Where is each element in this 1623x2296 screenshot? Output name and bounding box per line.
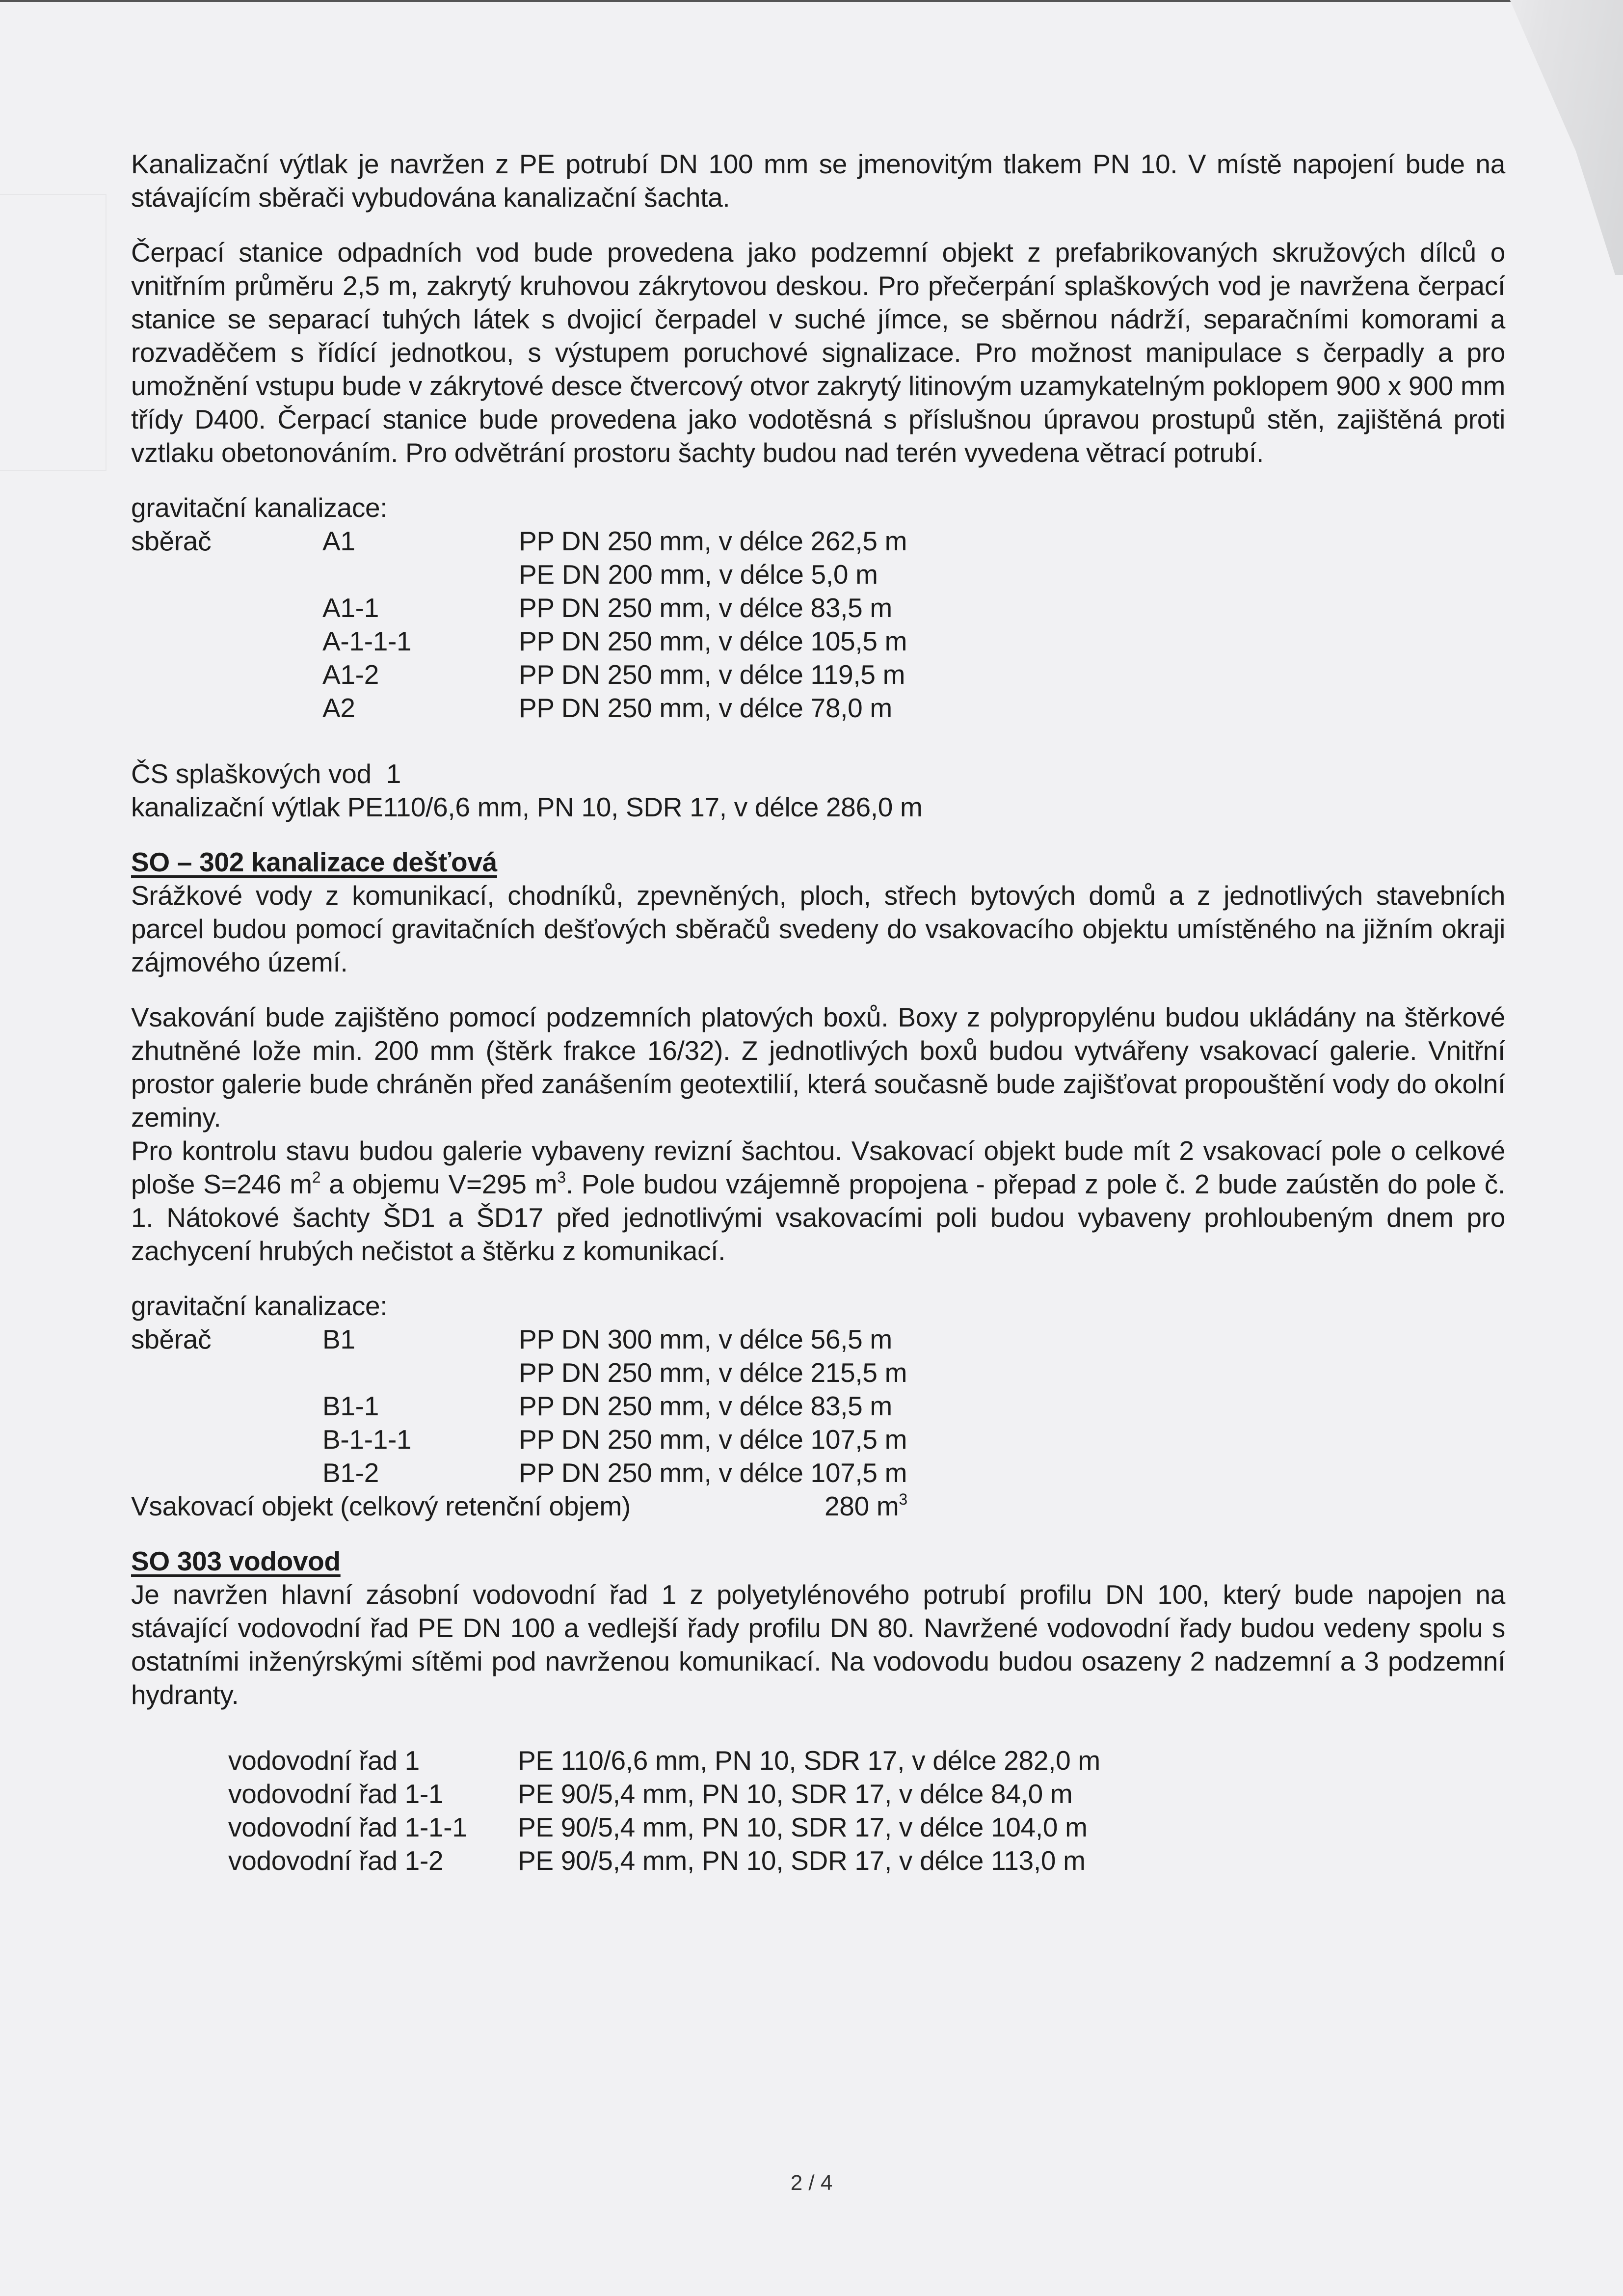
- table-row: [131, 1323, 1505, 1356]
- water-main-name: vodovodní řad 1-1: [228, 1779, 444, 1809]
- paragraph-pump-station: Čerpací stanice odpadních vod bude provedena jako podzemní objekt z prefabrikovaných skružových dílců o vnitřním průměru 2,5 m, zakrytý kruhovou zákrytovou deskou. Pro přečerpání splaškových vod je navržena čerpací stanice se separací tuhých látek s dvojicí čerpadel v suché jímce, se sběrnou nádrží, separačními komorami a rozvaděčem s řídící jednotkou, s výstupem poruchové signalizace. Pro možnost manipulace s čerpadly a pro umožnění vstupu bude v zákrytové desce čtvercový otvor zakrytý litinovým uzamykatelným poklopem 900 x 900 mm třídy D400. Čerpací stanice bude provedena jako vodotěsná s příslušnou úpravou prostupů stěn, zajištěná proti vztlaku obetonováním. Pro odvětrání prostoru šachty budou nad terén vyvedena větrací potrubí.: [131, 237, 1505, 468]
- table-row: [131, 658, 1505, 691]
- paragraph-stormwater: Srážkové vody z komunikací, chodníků, zpevněných, ploch, střech bytových domů a z jednotlivých stavebních parcel budou pomocí gravitačních dešťových sběračů svedeny do vsakovacího objektu umístěného na jižním okraji zájmového území.: [131, 880, 1505, 977]
- inspection-text-a: Pro kontrolu stavu budou galerie vybaveny revizní šachtou. Vsakovací objekt bude mít 2 vsakovací pole o celkové ploše S=246 m: [131, 1135, 1505, 1199]
- area-unit-exponent: 2: [312, 1168, 321, 1186]
- collector-kind: [131, 1389, 322, 1423]
- paragraph-sewer-discharge: Kanalizační výtlak je navržen z PE potrubí DN 100 mm se jmenovitým tlakem PN 10. V místě napojení bude na stávajícím sběrači vybudována kanalizační šachta.: [131, 149, 1505, 213]
- section-heading-so302: SO – 302 kanalizace dešťová: [131, 847, 497, 877]
- sewer-a-section: [131, 491, 1505, 725]
- table-row: [131, 558, 1505, 591]
- table-row: [228, 1810, 1505, 1844]
- volume-unit-exponent: 3: [557, 1168, 566, 1186]
- retention-value: [825, 1489, 907, 1523]
- table-row: [131, 624, 1505, 658]
- collector-spec: PP DN 250 mm, v délce 107,5 m: [519, 1424, 907, 1455]
- table-row: [228, 1744, 1505, 1777]
- collector-id: A1-2: [322, 659, 379, 690]
- collector-kind: [131, 658, 322, 691]
- paragraph-infiltration: Vsakování bude zajištěno pomocí podzemních platových boxů. Boxy z polypropylénu budou ukládány na štěrkové zhutněné lože min. 200 mm (štěrk frakce 16/32). Z jednotlivých boxů budou vytvářeny vsakovací galerie. Vnitřní prostor galerie bude chráněn před zanášením geotextilií, která současně bude zajišťovat propouštění vody do okolní zeminy.: [131, 1002, 1505, 1133]
- table-row: [228, 1844, 1505, 1877]
- collector-id: A2: [322, 693, 355, 723]
- collector-spec: PP DN 250 mm, v délce 78,0 m: [519, 693, 892, 723]
- collector-spec: PE DN 200 mm, v délce 5,0 m: [519, 559, 878, 590]
- water-main-spec: PE 110/6,6 mm, PN 10, SDR 17, v délce 282,0 m: [518, 1745, 1100, 1776]
- collector-id: B1: [322, 1324, 355, 1354]
- collector-id: B1-1: [322, 1391, 379, 1421]
- water-main-name: vodovodní řad 1: [228, 1745, 420, 1776]
- collector-id: A-1-1-1: [322, 626, 412, 656]
- collector-spec: PP DN 250 mm, v délce 215,5 m: [519, 1357, 907, 1388]
- table-row: [131, 1423, 1505, 1456]
- collector-kind: [131, 624, 322, 658]
- retention-value-number: 280 m: [825, 1491, 899, 1521]
- collector-spec: PP DN 250 mm, v délce 105,5 m: [519, 626, 907, 656]
- collector-kind: [131, 691, 322, 725]
- paragraph-inspection: [131, 1134, 1505, 1268]
- document-page: [131, 147, 1505, 1877]
- collector-kind: sběrač: [131, 526, 212, 556]
- pump-discharge-line: kanalizační výtlak PE110/6,6 mm, PN 10, SDR 17, v délce 286,0 m: [131, 792, 923, 822]
- sewer-b-title: gravitační kanalizace:: [131, 1291, 388, 1321]
- collector-spec: PP DN 250 mm, v délce 83,5 m: [519, 1391, 892, 1421]
- collector-spec: PP DN 250 mm, v délce 119,5 m: [519, 659, 905, 690]
- water-mains-list: [131, 1744, 1505, 1877]
- collector-spec: PP DN 300 mm, v délce 56,5 m: [519, 1324, 892, 1354]
- collector-kind: [131, 1356, 322, 1389]
- collector-kind: sběrač: [131, 1324, 212, 1354]
- inspection-text-c: . Pole budou vzájemně propojena - přepad z pole č. 2 bude zaústěn do pole č. 1. Nátokové šachty ŠD1 a ŠD17 před jednotlivými vsakovacími poli budou vybaveny prohloubeným dnem pro zachycení hrubých nečistot a štěrku z komunikací.: [131, 1169, 1505, 1266]
- table-row: [228, 1777, 1505, 1810]
- water-main-spec: PE 90/5,4 mm, PN 10, SDR 17, v délce 113,0 m: [518, 1845, 1086, 1876]
- collector-kind: [131, 591, 322, 624]
- faded-stamp-box: [0, 194, 106, 471]
- collector-spec: PP DN 250 mm, v délce 262,5 m: [519, 526, 907, 556]
- inspection-text-b: a objemu V=295 m: [320, 1169, 558, 1199]
- table-row: [131, 591, 1505, 624]
- table-row: [131, 691, 1505, 725]
- sewer-b-section: [131, 1289, 1505, 1523]
- retention-label: Vsakovací objekt (celkový retenční objem): [131, 1491, 631, 1521]
- collector-id: [322, 1356, 519, 1389]
- table-row: [131, 1456, 1505, 1489]
- table-row: [131, 524, 1505, 558]
- collector-id: B1-2: [322, 1458, 379, 1488]
- pump-station-line: ČS splaškových vod 1: [131, 758, 401, 789]
- paragraph-water-main: Je navržen hlavní zásobní vodovodní řad 1 z polyetylénového potrubí profilu DN 100, který bude napojen na stávající vodovodní řad PE DN 100 a vedlejší řady profilu DN 80. Navržené vodovodní řady budou vedeny spolu s ostatními inženýrskými sítěmi pod navrženou komunikací. Na vodovodu budou osazeny 2 nadzemní a 3 podzemní hydranty.: [131, 1579, 1505, 1710]
- retention-volume-row: [131, 1489, 1505, 1523]
- water-main-name: vodovodní řad 1-1-1: [228, 1812, 467, 1842]
- collector-spec: PP DN 250 mm, v délce 83,5 m: [519, 593, 892, 623]
- page-number: 2 / 4: [790, 2171, 833, 2195]
- table-row: [131, 1356, 1505, 1389]
- section-heading-so303: SO 303 vodovod: [131, 1546, 341, 1576]
- water-main-spec: PE 90/5,4 mm, PN 10, SDR 17, v délce 84,0 m: [518, 1779, 1073, 1809]
- sewer-a-title: gravitační kanalizace:: [131, 492, 388, 523]
- water-main-spec: PE 90/5,4 mm, PN 10, SDR 17, v délce 104,0 m: [518, 1812, 1088, 1842]
- collector-kind: [131, 1423, 322, 1456]
- collector-kind: [131, 1456, 322, 1489]
- collector-id: [322, 558, 519, 591]
- scan-top-edge: [0, 0, 1623, 2]
- collector-spec: PP DN 250 mm, v délce 107,5 m: [519, 1458, 907, 1488]
- water-main-name: vodovodní řad 1-2: [228, 1845, 444, 1876]
- collector-id: A1-1: [322, 593, 379, 623]
- table-row: [131, 1389, 1505, 1423]
- collector-id: A1: [322, 526, 355, 556]
- collector-kind: [131, 558, 322, 591]
- volume-unit-exponent: 3: [899, 1490, 907, 1508]
- collector-id: B-1-1-1: [322, 1424, 412, 1455]
